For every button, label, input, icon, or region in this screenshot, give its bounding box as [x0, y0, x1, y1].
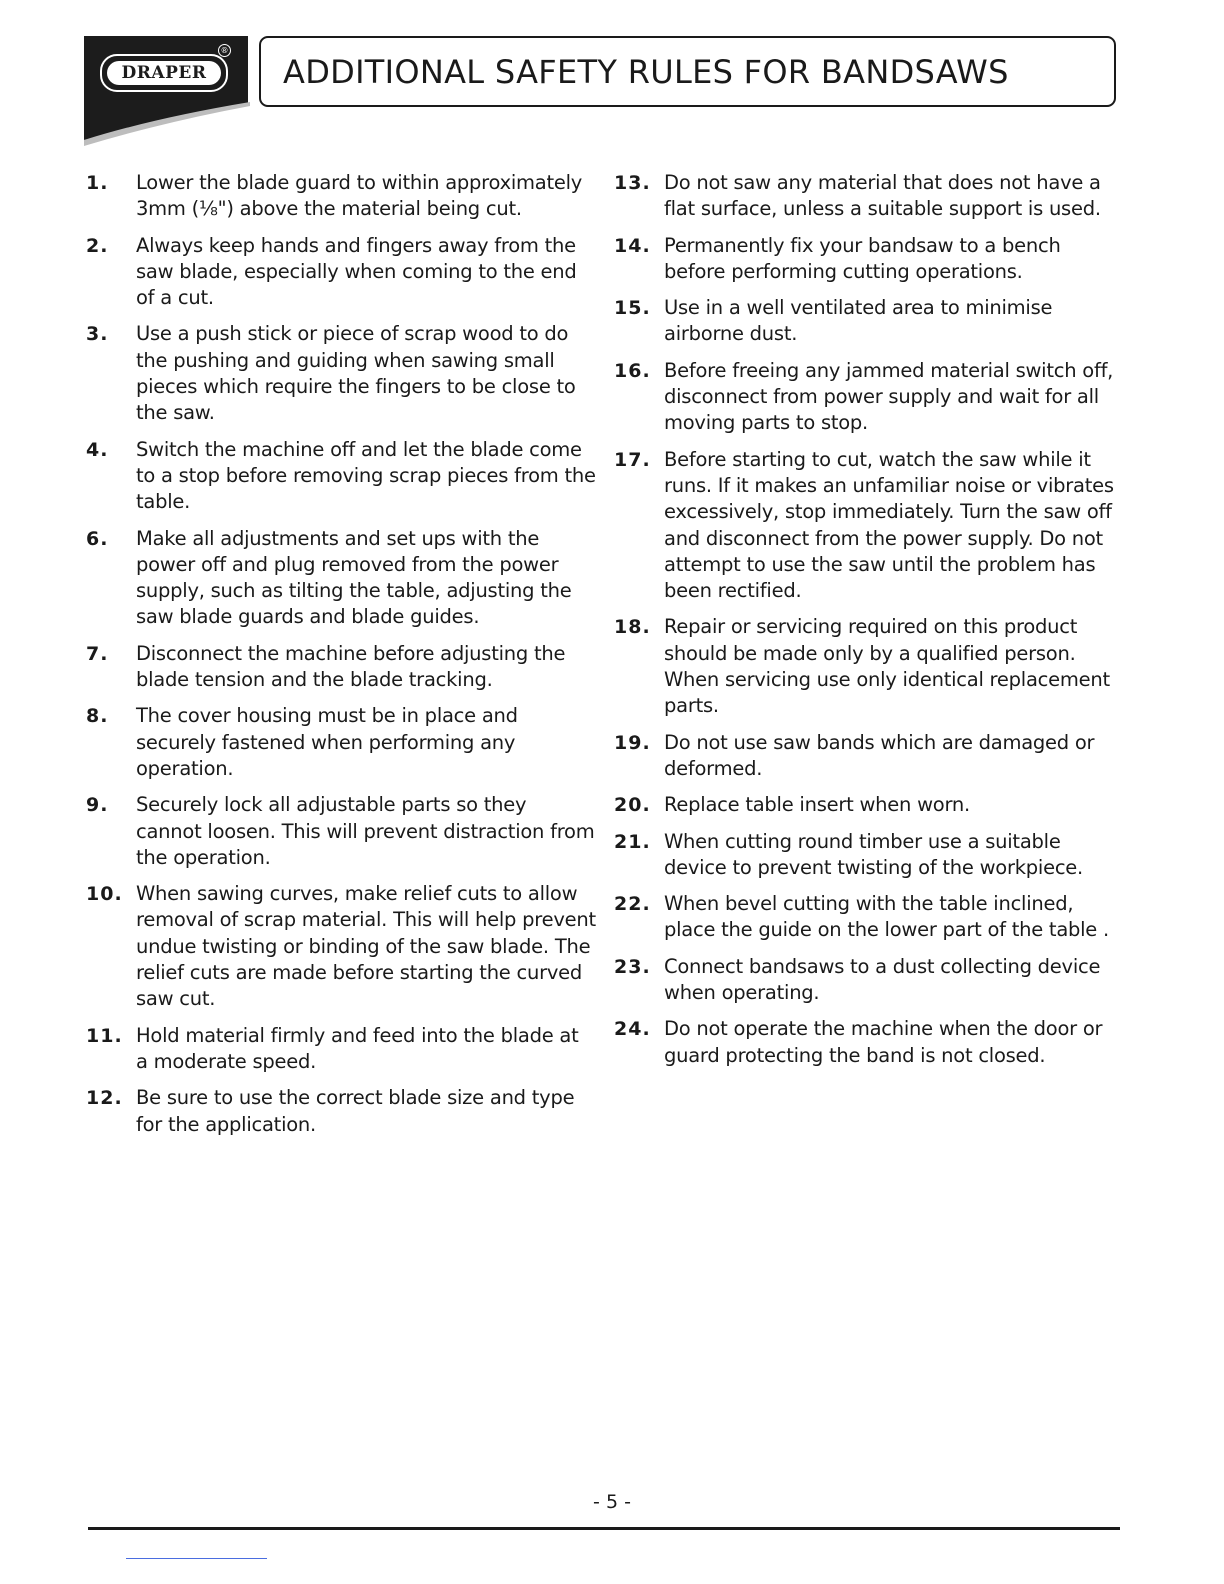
rule-number: 15.	[614, 297, 651, 320]
page-title: ADDITIONAL SAFETY RULES FOR BANDSAWS	[283, 52, 1009, 91]
page-number: - 5 -	[593, 1491, 631, 1513]
rule-text: Replace table insert when worn.	[664, 793, 970, 817]
rule-item	[614, 829, 1124, 882]
rule-number: 2.	[86, 234, 109, 257]
rule-text: Lower the blade guard to within approximately 3mm (⅛") above the material being cut.	[136, 171, 583, 221]
rule-number: 10.	[86, 883, 123, 906]
footer-divider	[88, 1527, 1120, 1530]
rule-item	[86, 703, 596, 782]
rule-item	[614, 1016, 1124, 1069]
rule-item	[86, 792, 596, 871]
rule-text: Hold material firmly and feed into the blade at a moderate speed.	[136, 1023, 579, 1073]
rule-number: 12.	[86, 1087, 123, 1110]
rule-number: 20.	[614, 794, 651, 817]
rule-text: Always keep hands and fingers away from the saw blade, especially when coming to the end of a cut.	[136, 233, 577, 310]
rule-item	[614, 614, 1124, 719]
page-title-box	[259, 36, 1116, 107]
rule-number: 16.	[614, 359, 651, 382]
rule-text: Use in a well ventilated area to minimise airborne dust.	[664, 296, 1053, 346]
rule-text: The cover housing must be in place and securely fastened when performing any operation.	[136, 704, 518, 780]
rule-item	[614, 358, 1124, 437]
rule-text: Make all adjustments and set ups with the power off and plug removed from the power supply, such as tilting the table, adjusting the saw blade guards and blade guides.	[136, 526, 572, 629]
rules-left-column	[86, 170, 596, 1148]
rule-number: 22.	[614, 893, 651, 916]
rule-text: When sawing curves, make relief cuts to allow removal of scrap material. This will help prevent undue twisting or binding of the saw blade. The relief cuts are made before starting the curved saw cut.	[136, 882, 596, 1011]
rule-item	[86, 321, 596, 426]
rule-item	[86, 437, 596, 516]
rule-number: 3.	[86, 323, 109, 346]
rule-item	[86, 881, 596, 1012]
rule-item	[86, 1085, 596, 1138]
rule-item	[614, 447, 1124, 605]
rule-text: Be sure to use the correct blade size and type for the application.	[136, 1086, 575, 1136]
rule-text: When bevel cutting with the table inclined, place the guide on the lower part of the table .	[664, 892, 1109, 942]
rule-number: 1.	[86, 172, 109, 194]
rule-number: 24.	[614, 1018, 651, 1041]
rule-number: 11.	[86, 1024, 123, 1047]
rule-number: 9.	[86, 794, 109, 817]
rule-text: Repair or servicing required on this product should be made only by a qualified person. When servicing use only identical replacement parts.	[664, 615, 1110, 718]
rule-text: Before starting to cut, watch the saw while it runs. If it makes an unfamiliar noise or vibrates excessively, stop immediately. Turn the saw off and disconnect from the power supply. Do not attempt to use the saw until the problem has been rectified.	[664, 447, 1114, 603]
rule-text: When cutting round timber use a suitable device to prevent twisting of the workpiece.	[664, 829, 1083, 879]
rule-number: 13.	[614, 172, 651, 194]
rule-item	[614, 233, 1124, 286]
rule-item	[86, 526, 596, 631]
rule-item	[614, 891, 1124, 944]
rule-text: Disconnect the machine before adjusting the blade tension and the blade tracking.	[136, 641, 566, 692]
logo-swoosh	[84, 100, 254, 148]
rule-number: 18.	[614, 616, 651, 639]
rule-item	[86, 1023, 596, 1076]
rule-number: 7.	[86, 642, 109, 665]
rule-text: Connect bandsaws to a dust collecting device when operating.	[664, 954, 1101, 1005]
rule-text: Do not operate the machine when the door or guard protecting the band is not closed.	[664, 1017, 1103, 1067]
rule-number: 8.	[86, 705, 109, 728]
rule-number: 23.	[614, 955, 651, 978]
rule-item	[614, 954, 1124, 1007]
rule-number: 17.	[614, 448, 651, 471]
rule-text: Securely lock all adjustable parts so they cannot loosen. This will prevent distraction from the operation.	[136, 793, 595, 869]
rule-text: Use a push stick or piece of scrap wood to do the pushing and guiding when sawing small pieces which require the fingers to be close to the saw.	[136, 322, 576, 425]
rule-item	[614, 170, 1124, 223]
rule-number: 21.	[614, 830, 651, 853]
rule-item	[86, 641, 596, 694]
rule-item	[86, 233, 596, 312]
footer-link-underline	[126, 1558, 267, 1559]
rule-text: Do not use saw bands which are damaged or deformed.	[664, 730, 1095, 780]
rule-number: 4.	[86, 438, 109, 461]
rule-text: Do not saw any material that does not have a flat surface, unless a suitable support is used.	[664, 171, 1101, 221]
rules-right-column	[614, 170, 1124, 1079]
rule-item	[614, 792, 1124, 818]
rule-number: 19.	[614, 731, 651, 754]
rule-text: Before freeing any jammed material switch off, disconnect from power supply and wait for all moving parts to stop.	[664, 358, 1114, 435]
rule-number: 6.	[86, 527, 109, 550]
registered-mark: ®	[218, 44, 231, 57]
rule-item	[614, 730, 1124, 783]
rule-number: 14.	[614, 234, 651, 257]
rule-item	[614, 295, 1124, 348]
rule-item	[86, 170, 596, 223]
logo-text: DRAPER	[121, 63, 207, 83]
rule-text: Switch the machine off and let the blade come to a stop before removing scrap pieces from the table.	[136, 437, 596, 514]
draper-logo	[100, 54, 228, 92]
rule-text: Permanently fix your bandsaw to a bench before performing cutting operations.	[664, 233, 1061, 283]
